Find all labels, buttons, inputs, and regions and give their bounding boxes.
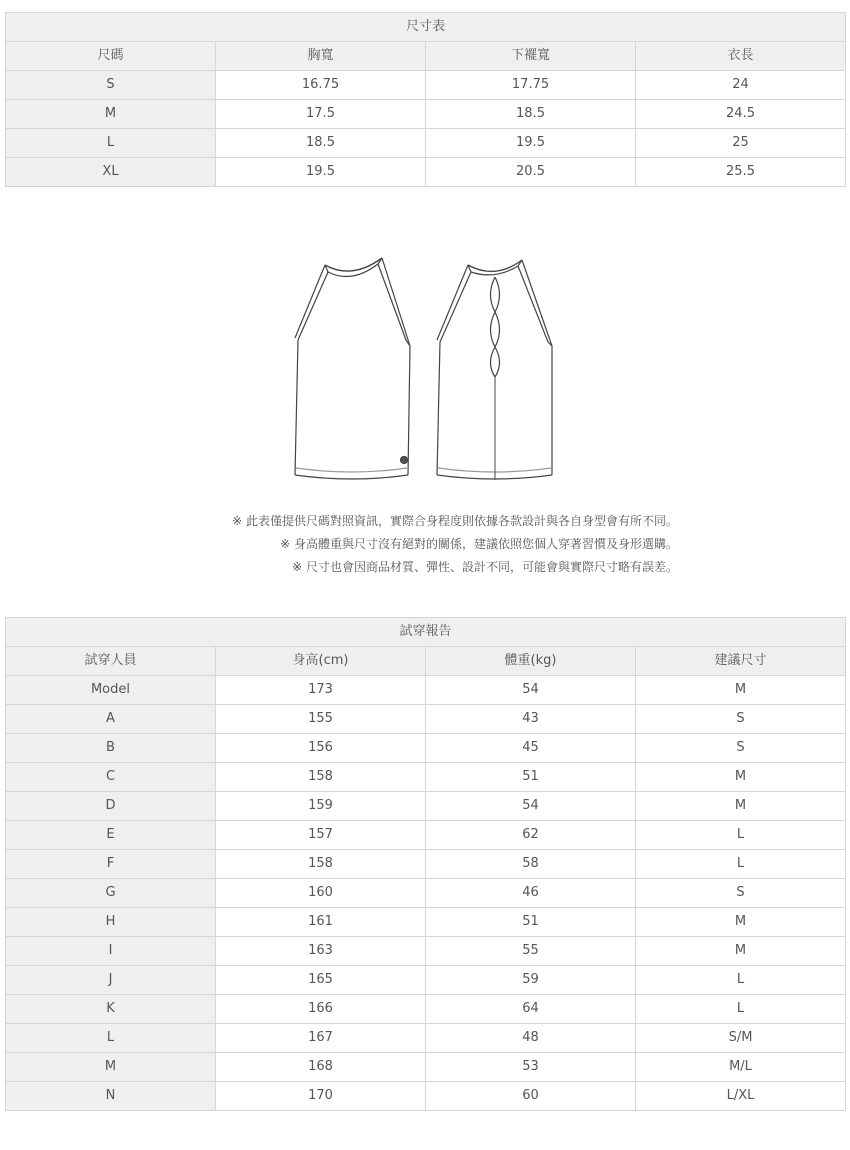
row-label-cell: L [6,129,216,158]
table-cell: 160 [216,879,426,908]
table-row [6,821,846,850]
table-cell: 168 [216,1053,426,1082]
table-row [6,995,846,1024]
table-cell: L [636,966,846,995]
table-cell: 173 [216,676,426,705]
table-cell: 157 [216,821,426,850]
table-cell: 45 [426,734,636,763]
table-row [6,792,846,821]
column-header: 試穿人員 [6,647,216,676]
row-label-cell: L [6,1024,216,1053]
table-cell: 165 [216,966,426,995]
row-label-cell: F [6,850,216,879]
column-header: 胸寬 [216,42,426,71]
table-cell: 25 [636,129,846,158]
table-row [6,71,846,100]
table-cell: M [636,676,846,705]
table-row [6,100,846,129]
table-row [6,129,846,158]
table-row [6,1053,846,1082]
table-cell: L/XL [636,1082,846,1111]
table-row [6,676,846,705]
table-cell: 18.5 [426,100,636,129]
table-cell: 25.5 [636,158,846,187]
note-line: ※ 尺寸也會因商品材質、彈性、設計不同，可能會與實際尺寸略有誤差。 [292,560,678,574]
row-label-cell: M [6,1053,216,1082]
table-cell: M [636,792,846,821]
table-cell: 24 [636,71,846,100]
table-cell: 60 [426,1082,636,1111]
table-cell: 159 [216,792,426,821]
table-cell: 156 [216,734,426,763]
table-cell: 19.5 [426,129,636,158]
table-row [6,734,846,763]
table-cell: 158 [216,850,426,879]
table-cell: 48 [426,1024,636,1053]
table-row [6,1082,846,1111]
table-row [6,937,846,966]
table-cell: M [636,937,846,966]
table-cell: L [636,821,846,850]
table-row [6,158,846,187]
table-row [6,908,846,937]
table-cell: 51 [426,908,636,937]
row-label-cell: J [6,966,216,995]
table-cell: 166 [216,995,426,1024]
front-view-sketch [295,258,410,479]
row-label-cell: Model [6,676,216,705]
row-label-cell: B [6,734,216,763]
table-cell: 17.75 [426,71,636,100]
table-cell: 170 [216,1082,426,1111]
table-cell: S [636,879,846,908]
table-cell: M/L [636,1053,846,1082]
table-row [6,763,846,792]
column-header: 身高(cm) [216,647,426,676]
column-header: 體重(kg) [426,647,636,676]
row-label-cell: A [6,705,216,734]
table-cell: 161 [216,908,426,937]
table-cell: M [636,763,846,792]
table-cell: 163 [216,937,426,966]
table-cell: L [636,850,846,879]
table-row [6,705,846,734]
table-cell: S [636,734,846,763]
table-cell: 53 [426,1053,636,1082]
table-cell: 62 [426,821,636,850]
column-header: 尺碼 [6,42,216,71]
table-cell: S [636,705,846,734]
row-label-cell: C [6,763,216,792]
table-cell: 158 [216,763,426,792]
table-cell: L [636,995,846,1024]
column-header: 衣長 [636,42,846,71]
table-header-row [6,647,846,676]
row-label-cell: N [6,1082,216,1111]
size-notes [0,510,678,579]
table-cell: 16.75 [216,71,426,100]
note-line: ※ 此表僅提供尺碼對照資訊，實際合身程度則依據各款設計與各自身型會有所不同。 [232,514,678,528]
row-label-cell: S [6,71,216,100]
table-row [6,879,846,908]
table-cell: 55 [426,937,636,966]
row-label-cell: H [6,908,216,937]
table-cell: 167 [216,1024,426,1053]
row-label-cell: K [6,995,216,1024]
table-cell: 24.5 [636,100,846,129]
table-cell: 64 [426,995,636,1024]
table-cell: 18.5 [216,129,426,158]
row-label-cell: E [6,821,216,850]
note-line: ※ 身高體重與尺寸沒有絕對的關係，建議依照您個人穿著習慣及身形選購。 [280,537,678,551]
back-view-sketch [437,260,552,480]
table-cell: 155 [216,705,426,734]
table-row [6,850,846,879]
row-label-cell: M [6,100,216,129]
garment-sketch [290,250,560,490]
size-chart-table [5,12,846,187]
row-label-cell: XL [6,158,216,187]
table-cell: 58 [426,850,636,879]
table-header-row [6,42,846,71]
table-cell: 51 [426,763,636,792]
table-cell: 46 [426,879,636,908]
table-cell: 19.5 [216,158,426,187]
fit-report-table [5,617,846,1111]
table-cell: S/M [636,1024,846,1053]
table-cell: 20.5 [426,158,636,187]
table-cell: 54 [426,676,636,705]
table-cell: M [636,908,846,937]
table-cell: 59 [426,966,636,995]
column-header: 下襬寬 [426,42,636,71]
fit-report-title: 試穿報告 [6,618,846,647]
column-header: 建議尺寸 [636,647,846,676]
table-cell: 54 [426,792,636,821]
table-row [6,966,846,995]
row-label-cell: I [6,937,216,966]
table-cell: 17.5 [216,100,426,129]
table-cell: 43 [426,705,636,734]
row-label-cell: G [6,879,216,908]
size-chart-title: 尺寸表 [6,13,846,42]
row-label-cell: D [6,792,216,821]
table-row [6,1024,846,1053]
